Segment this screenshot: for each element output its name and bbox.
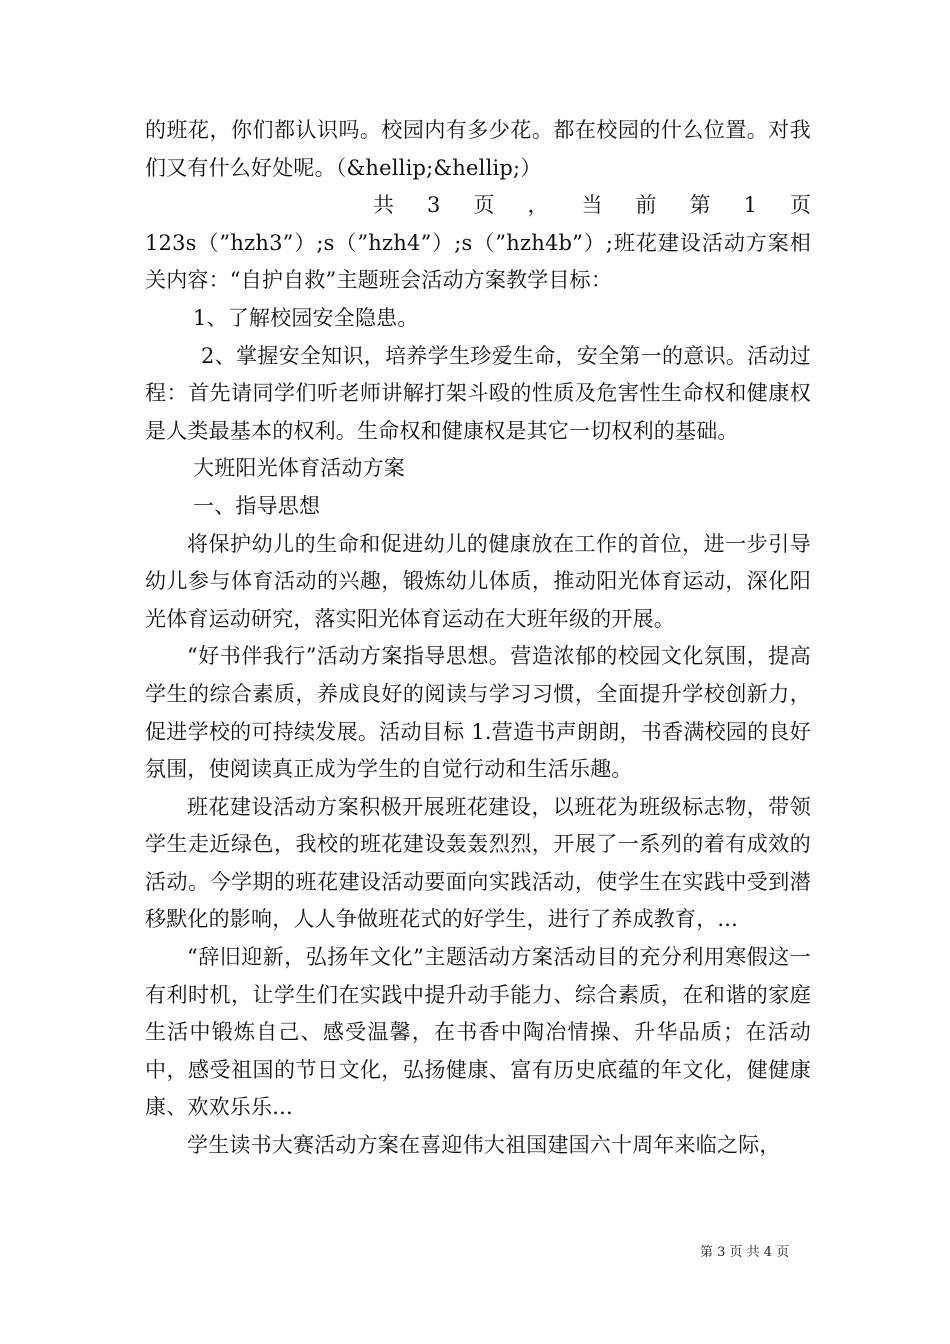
- page-footer: 第 3 页 共 4 页: [700, 1245, 790, 1260]
- page-info-char: 共: [373, 193, 394, 218]
- paragraph-5: 将保护幼儿的生命和促进幼儿的健康放在工作的首位，进一步引导幼儿参与体育活动的兴趣，锻炼幼儿体质，推动阳光体育运动，深化阳光体育运动研究，落实阳光体育运动在大班年级的开展。: [145, 531, 811, 631]
- paragraph-6: “好书伴我行”活动方案指导思想。营造浓郁的校园文化氛围，提高学生的综合素质，养成良好的阅读与学习习惯，全面提升学校创新力，促进学校的可持续发展。活动目标 1.营造书声朗朗，书香满校园的良好氛围，使阅读真正成为学生的自觉行动和生活乐趣。: [145, 644, 811, 782]
- paragraph-9: 学生读书大赛活动方案在喜迎伟大祖国建国六十周年来临之际，: [187, 1133, 781, 1158]
- page-info-char: 页: [473, 193, 495, 218]
- page-info-char: 第: [689, 193, 711, 218]
- page-info-line: [145, 187, 811, 225]
- section-heading-2: 一、指导思想: [193, 493, 321, 518]
- document-body: [145, 112, 811, 1165]
- paragraph-7: 班花建设活动方案积极开展班花建设，以班花为班级标志物，带领学生走近绿色，我校的班花建设轰轰烈烈，开展了一系列的着有成效的活动。今学期的班花建设活动要面向实践活动，使学生在实践中受到潜移默化的影响，人人争做班花式的好学生，进行了养成教育，...: [145, 794, 811, 932]
- page-info-char: ，: [527, 193, 549, 218]
- paragraph-4: 2、掌握安全知识，培养学生珍爱生命，安全第一的意识。活动过程：首先请同学们听老师讲解打架斗殴的性质及危害性生命权和健康权是人类最基本的权利。生命权和健康权是其它一切权利的基础。: [145, 343, 811, 443]
- page-info-char: 1: [743, 193, 757, 218]
- paragraph-8: “辞旧迎新，弘扬年文化”主题活动方案活动目的充分利用寒假这一有利时机，让学生们在实践中提升动手能力、综合素质，在和谐的家庭生活中锻炼自己、感受温馨，在书香中陶冶情操、升华品质；在活动中，感受祖国的节日文化，弘扬健康、富有历史底蕴的年文化，健健康康、欢欢乐乐...: [145, 945, 811, 1120]
- paragraph-2: 123s（”hzh3”）;s（”hzh4”）;s（”hzh4b”）;班花建设活动方案相关内容：“自护自救”主题班会活动方案教学目标：: [145, 230, 811, 293]
- page-info-char: 3: [427, 193, 441, 218]
- section-heading-1: 大班阳光体育活动方案: [193, 456, 405, 481]
- paragraph-3: 1、了解校园安全隐患。: [193, 305, 419, 330]
- page-info-char: 当: [581, 193, 603, 218]
- paragraph-1: 的班花，你们都认识吗。校园内有多少花。都在校园的什么位置。对我们又有什么好处呢。（&hellip;&hellip;）: [145, 118, 811, 180]
- page-info-char: 页: [790, 193, 811, 218]
- page-info-char: 前: [635, 193, 657, 218]
